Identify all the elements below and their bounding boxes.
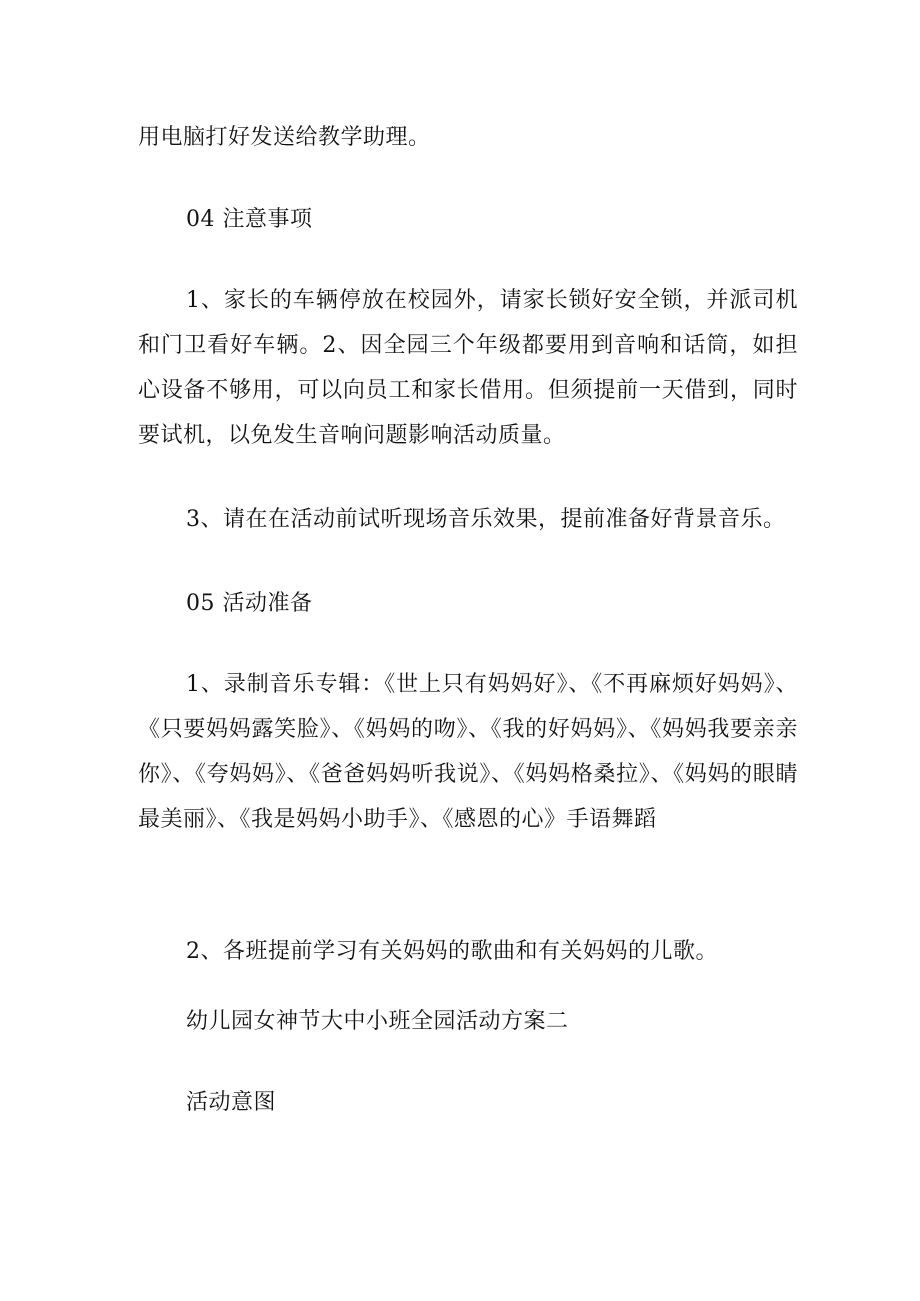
paragraph-preparation-1: 1、录制音乐专辑：《世上只有妈妈好》、《不再麻烦好妈妈》、《只要妈妈露笑脸》、《妈妈的吻》、《我的好妈妈》、《妈妈我要亲亲你》、《夸妈妈》、《爸爸妈妈听我说》、《妈妈格桑拉》、《妈妈的眼睛最美丽》、《我是妈妈小助手》、《感恩的心》手语舞蹈	[138, 672, 798, 832]
paragraph-notes-3: 3、请在在活动前试听现场音乐效果，提前准备好背景音乐。	[186, 507, 786, 532]
section-heading-intent: 活动意图	[186, 1090, 277, 1115]
document-title-part-two: 幼儿园女神节大中小班全园活动方案二	[186, 1009, 569, 1034]
section-heading-preparation: 05 活动准备	[186, 591, 313, 616]
paragraph-preparation-2: 2、各班提前学习有关妈妈的歌曲和有关妈妈的儿歌。	[186, 939, 718, 964]
paragraph-notes-1-2: 1、家长的车辆停放在校园外，请家长锁好安全锁，并派司机和门卫看好车辆。2、因全园三个年级都要用到音响和话筒，如担心设备不够用，可以向员工和家长借用。但须提前一天借到，同时要试机，以免发生音响问题影响活动质量。	[138, 288, 798, 448]
section-heading-notes: 04 注意事项	[186, 207, 313, 232]
paragraph-continuation: 用电脑打好发送给教学助理。	[138, 125, 431, 150]
